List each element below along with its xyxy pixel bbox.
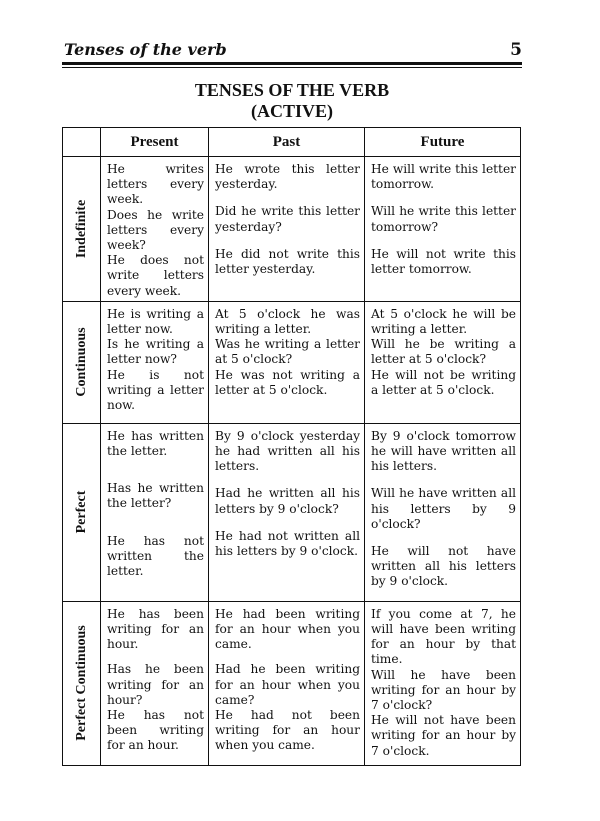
sentence-question: Will he have been writing for an hour by 7 o'clock? [371, 667, 516, 713]
sentence-question: Has he been writing for an hour? [107, 662, 204, 707]
sentence-negative: He has not been writing for an hour. [107, 708, 204, 753]
sentence-question: Did he write this letter yesterday? [215, 204, 360, 234]
column-header-present: Present [101, 128, 209, 157]
sentence-affirmative: He has been writing for an hour. [107, 606, 204, 652]
sentence-affirmative: If you come at 7, he will have been writing for an hour by that time. [371, 606, 516, 667]
cell-perfect-continuous-present [101, 601, 209, 765]
sentence-negative: He does not write letters every week. [107, 253, 204, 298]
sentence-negative: He had not written all his letters by 9 o'clock. [215, 528, 360, 559]
header-rule-thick [62, 62, 522, 65]
page-number: 5 [510, 40, 522, 60]
row-header-indefinite [63, 157, 101, 302]
sentence-question: Was he writing a letter at 5 o'clock? [215, 337, 360, 367]
table-row-perfect [63, 423, 521, 601]
page-title [0, 80, 584, 122]
cell-continuous-future [365, 301, 521, 423]
sentence-negative: He will not be writing a letter at 5 o'clock. [371, 367, 516, 397]
cell-indefinite-future [365, 157, 521, 302]
sentence-affirmative: At 5 o'clock he will be writing a letter. [371, 306, 516, 337]
sentence-question: Had he been writing for an hour when you came? [215, 662, 360, 707]
sentence-affirmative: By 9 o'clock tomorrow he will have written all his letters. [371, 428, 516, 474]
sentence-question: Does he write letters every week? [107, 207, 204, 253]
cell-perfect-future [365, 423, 521, 601]
cell-perfect-past [209, 423, 365, 601]
cell-perfect-continuous-past [209, 601, 365, 765]
row-header-perfect-continuous [63, 601, 101, 765]
row-label: Perfect Continuous [73, 625, 89, 742]
sentence-negative: He had not been writing for an hour when you came. [215, 708, 360, 753]
title-line-1: TENSES OF THE VERB [194, 80, 390, 100]
sentence-affirmative: He is writing a letter now. [107, 306, 204, 337]
row-label: Indefinite [73, 199, 89, 259]
cell-perfect-continuous-future [365, 601, 521, 765]
sentence-affirmative: At 5 o'clock he was writing a letter. [215, 306, 360, 337]
sentence-affirmative: He wrote this letter yesterday. [215, 162, 360, 192]
title-line-2: (ACTIVE) [250, 101, 333, 121]
cell-indefinite-present [101, 157, 209, 302]
corner-cell [63, 128, 101, 157]
sentence-affirmative: He had been writing for an hour when you came. [215, 606, 360, 652]
sentence-question: Is he writing a letter now? [107, 337, 204, 367]
sentence-negative: He is not writing a letter now. [107, 367, 204, 413]
cell-indefinite-past [209, 157, 365, 302]
tenses-table [62, 127, 521, 766]
sentence-question: Will he write this letter tomorrow? [371, 204, 516, 234]
sentence-question: Has he written the letter? [107, 481, 204, 511]
sentence-negative: He did not write this letter yesterday. [215, 246, 360, 277]
sentence-negative: He will not have been writing for an hour by 7 o'clock. [371, 713, 516, 758]
sentence-negative: He will not have written all his letters by 9 o'clock. [371, 544, 516, 589]
sentence-negative: He will not write this letter tomorrow. [371, 246, 516, 277]
column-header-past: Past [209, 128, 365, 157]
sentence-affirmative: He has written the letter. [107, 428, 204, 459]
cell-continuous-present [101, 301, 209, 423]
cell-continuous-past [209, 301, 365, 423]
sentence-affirmative: He writes letters every week. [107, 162, 204, 207]
table-row-continuous [63, 301, 521, 423]
sentence-negative: He has not written the letter. [107, 533, 204, 579]
row-header-continuous [63, 301, 101, 423]
table-row-perfect-continuous [63, 601, 521, 765]
sentence-negative: He was not writing a letter at 5 o'clock. [215, 367, 360, 397]
row-label: Perfect [73, 490, 89, 534]
row-label: Continuous [73, 327, 89, 397]
running-title: Tenses of the verb [64, 40, 227, 59]
sentence-question: Had he written all his letters by 9 o'clock? [215, 486, 360, 516]
row-header-perfect [63, 423, 101, 601]
sentence-affirmative: He will write this letter tomorrow. [371, 162, 516, 192]
column-header-future: Future [365, 128, 521, 157]
table-row-indefinite [63, 157, 521, 302]
cell-perfect-present [101, 423, 209, 601]
header-rule-thin [62, 67, 522, 68]
header-row [63, 128, 521, 157]
sentence-question: Will he have written all his letters by 9 o'clock? [371, 486, 516, 531]
sentence-affirmative: By 9 o'clock yesterday he had written all his letters. [215, 428, 360, 474]
sentence-question: Will he be writing a letter at 5 o'clock? [371, 337, 516, 367]
